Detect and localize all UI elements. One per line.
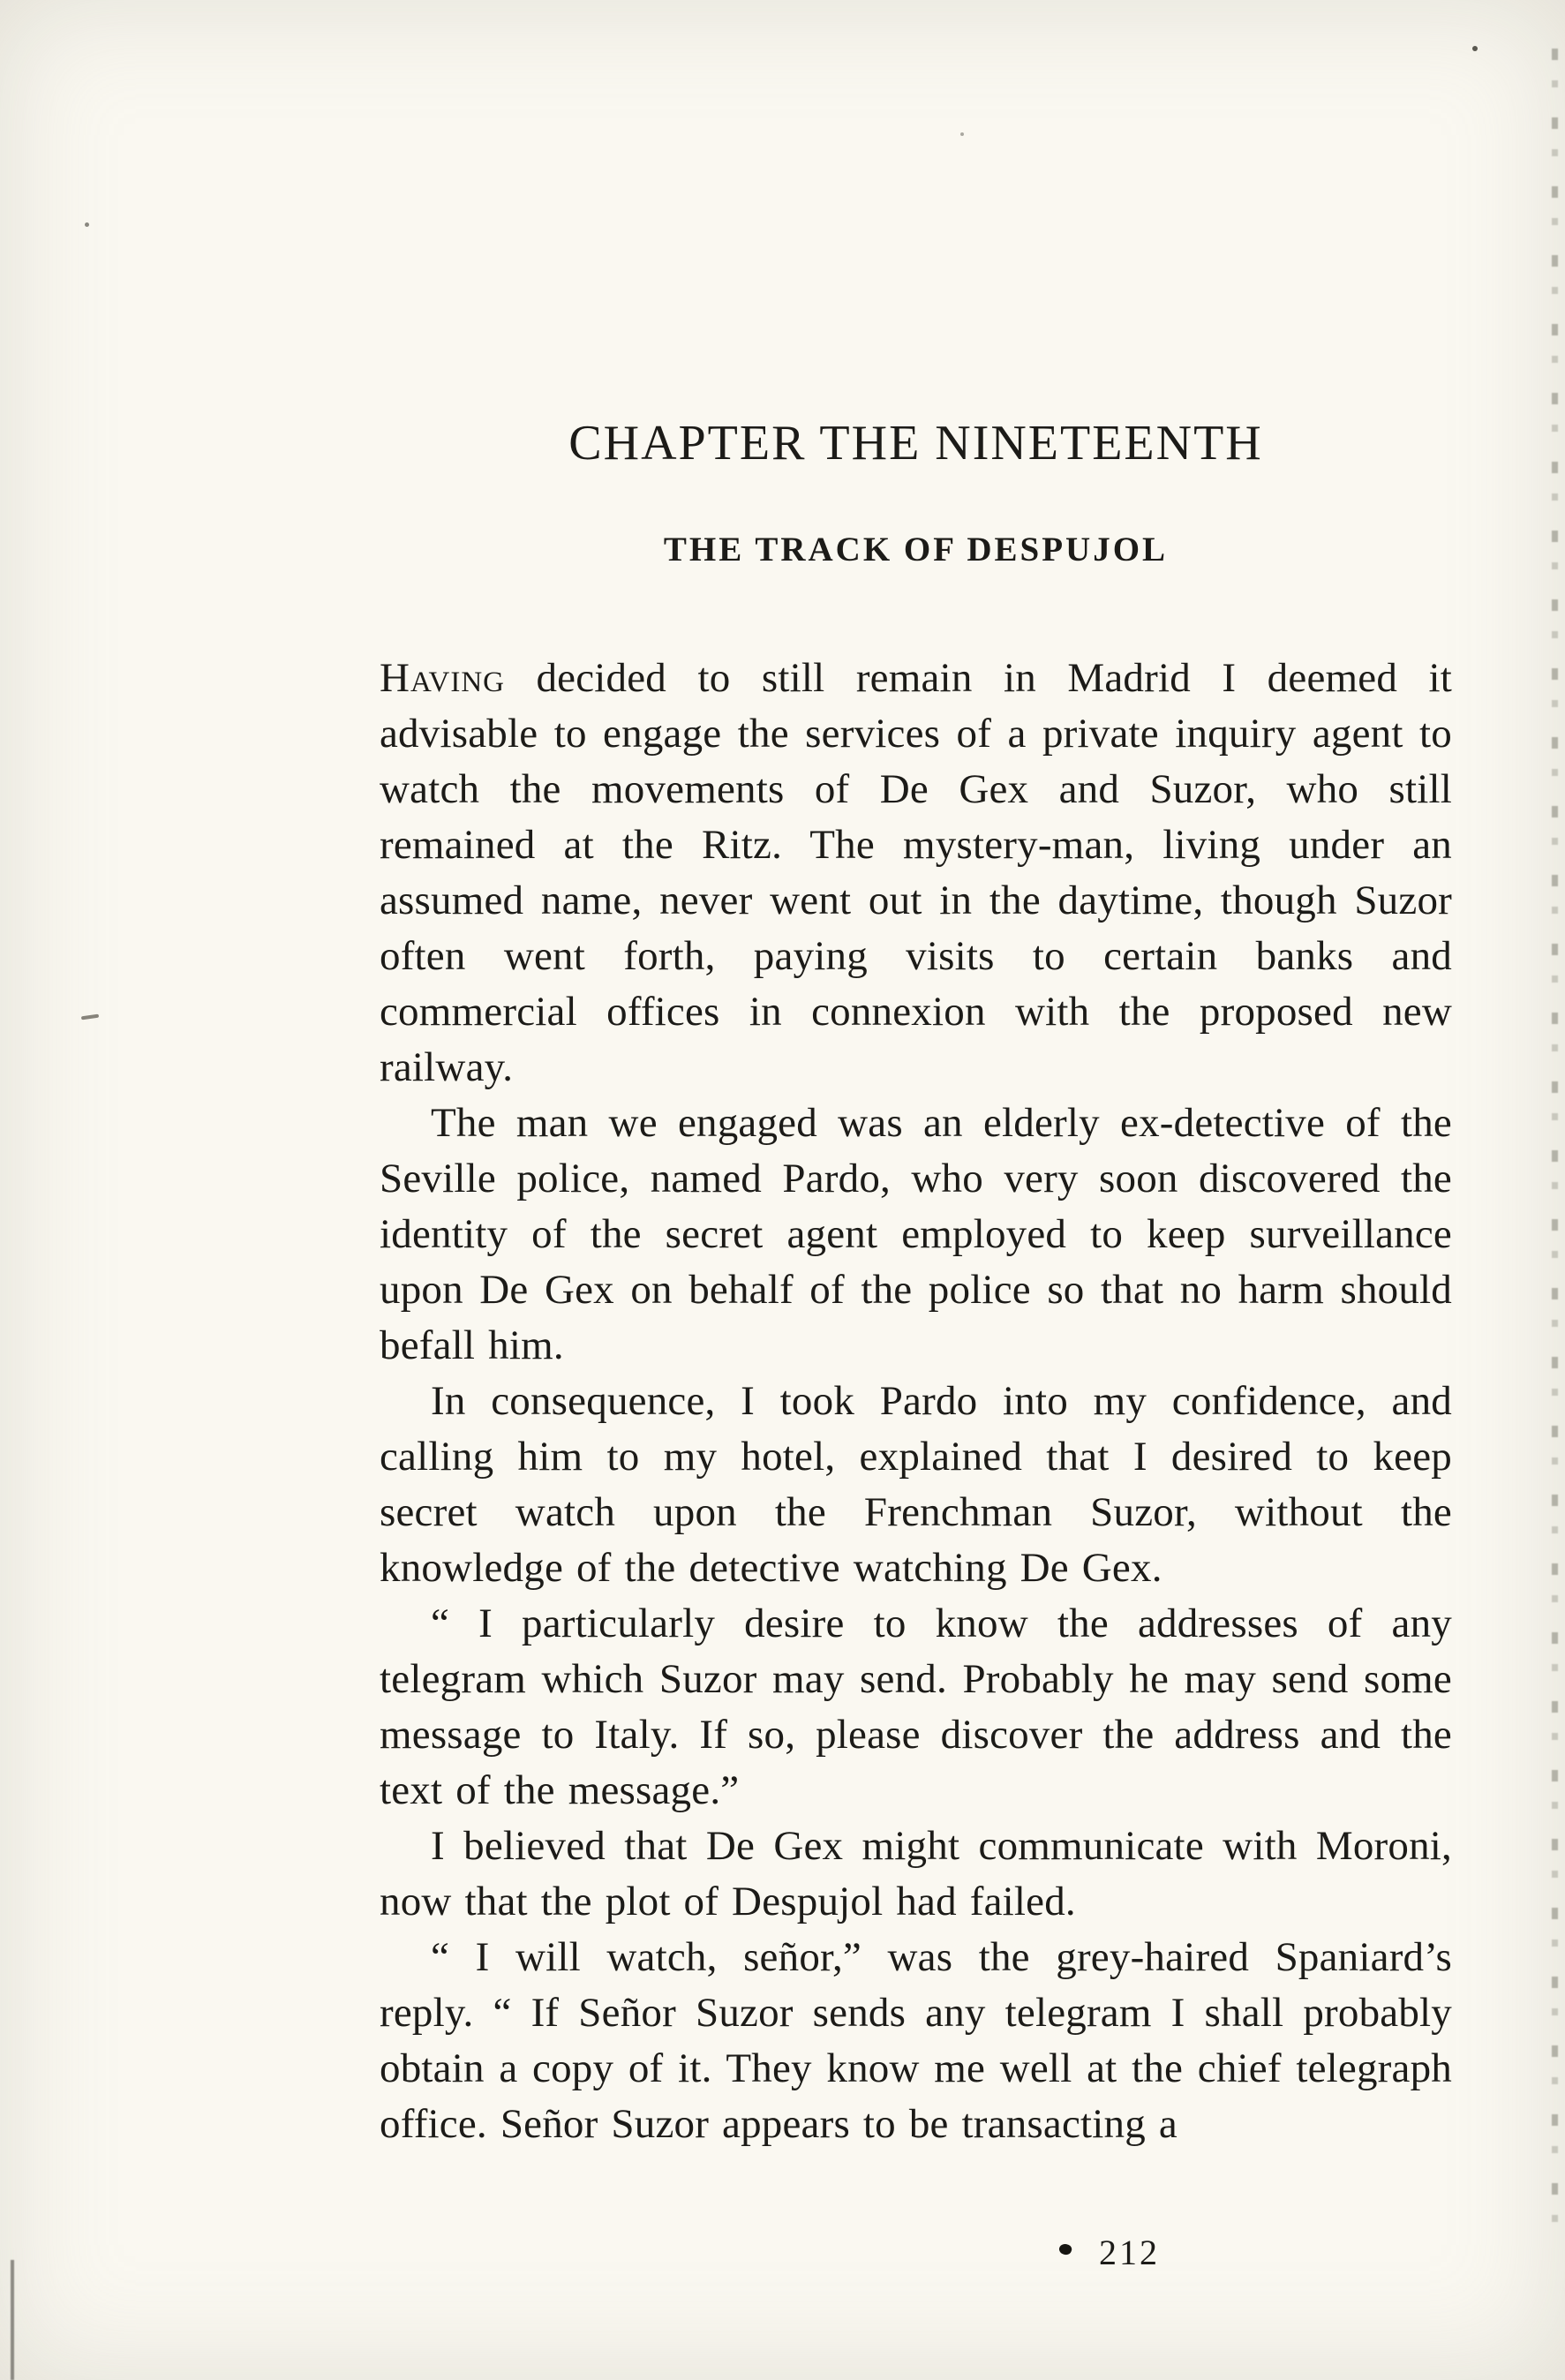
scan-artifact-right-edge <box>1552 49 1558 2238</box>
scan-artifact-bottom-left <box>11 2260 14 2380</box>
ink-blot <box>1057 2242 1072 2256</box>
paragraph: In consequence, I took Pardo into my confidence, and calling him to my hotel, explained that I desired to keep secret watch upon the Frenchman Suzor, without the knowledge of the detective watching De Gex. <box>380 1378 1452 1591</box>
text-block <box>380 415 1452 2152</box>
page-number: 212 <box>1099 2233 1160 2272</box>
paragraph: I believed that De Gex might communicate with Moroni, now that the plot of Despujol had failed. <box>380 1823 1452 1924</box>
ink-speck <box>1472 46 1478 51</box>
paragraph-text: decided to still remain in Madrid I deemed it advisable to engage the services of a private inquiry agent to watch the movements of De Gex and Suzor, who still remained at the Ritz. The mystery-man, living under an assumed name, never went out in the daytime, though Suzor often went forth, paying visits to certain banks and commercial offices in connexion with the proposed new railway. <box>380 655 1452 1090</box>
section-title: THE TRACK OF DESPUJOL <box>663 531 1169 569</box>
ink-speck <box>85 222 89 227</box>
paragraph: “ I particularly desire to know the addresses of any telegram which Suzor may send. Probably he may send some message to Italy. If so, please discover the address and the text of the message.” <box>380 1600 1452 1813</box>
paragraph: “ I will watch, señor,” was the grey-haired Spaniard’s reply. “ If Señor Suzor sends any telegram I shall probably obtain a copy of it. They know me well at the chief telegraph office. Señor Suzor appears to be transacting a <box>380 1934 1452 2147</box>
paragraph: The man we engaged was an elderly ex-detective of the Seville police, named Pardo, who very soon discovered the identity of the secret agent employed to keep surveillance upon De Gex on behalf of the police so that no harm should befall him. <box>380 1100 1452 1368</box>
margin-mark <box>81 1014 99 1021</box>
ink-speck <box>960 132 964 136</box>
chapter-title: CHAPTER THE NINETEENTH <box>568 416 1263 471</box>
paragraph <box>380 651 1452 1096</box>
body-text <box>380 651 1452 2152</box>
paragraph-lead-word: Having <box>380 655 506 701</box>
